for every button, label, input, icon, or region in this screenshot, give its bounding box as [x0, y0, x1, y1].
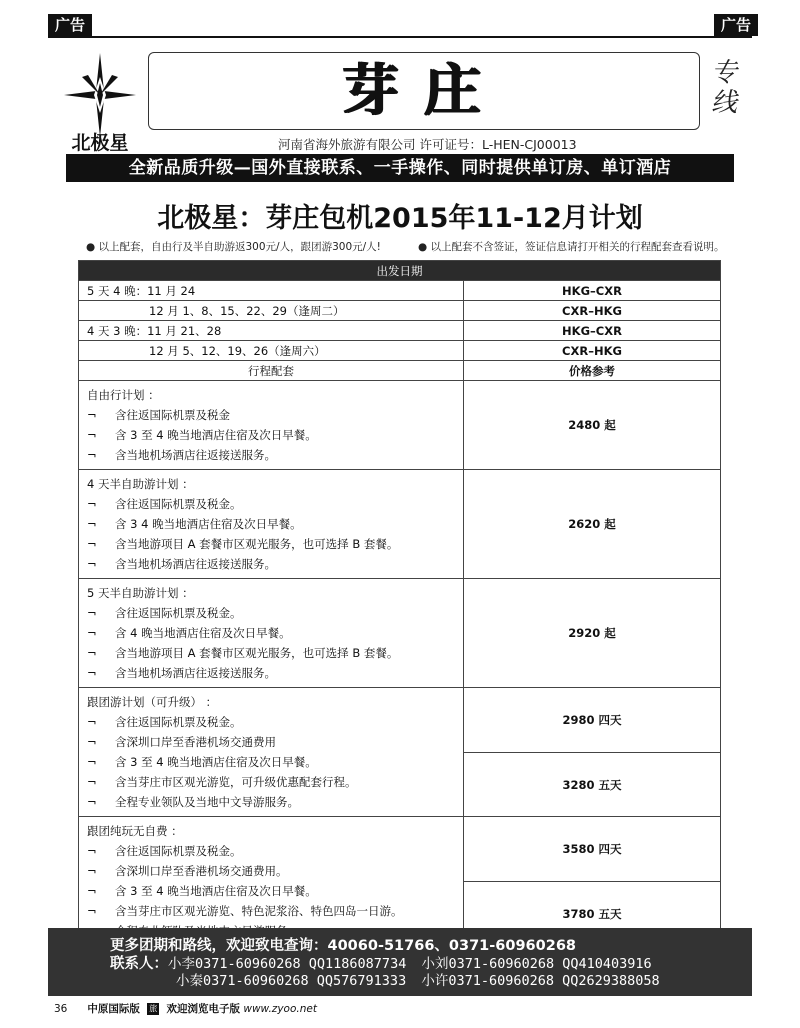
title-box [148, 52, 700, 130]
bullet-icon: ¬ [87, 606, 97, 620]
top-rule [48, 36, 752, 38]
contact-qin: 小秦0371-60960268 QQ576791333 [176, 973, 407, 989]
package-item [87, 663, 455, 683]
date-text: 5 天 4 晚：11 月 24 [79, 281, 464, 301]
page-footer [54, 1001, 317, 1016]
bullet-icon: ¬ [87, 626, 97, 640]
column-header-row [79, 361, 721, 381]
package-item-text: 含 3 至 4 晚当地酒店住宿及次日早餐。 [115, 428, 317, 442]
package-item [87, 445, 455, 465]
ad-tag-right: 广告 [714, 14, 758, 36]
package-item [87, 841, 455, 861]
package-item-text: 含当地游项目 A 套餐市区观光服务，也可选择 B 套餐。 [115, 537, 399, 551]
date-row [79, 341, 721, 361]
package-item-text: 含当地游项目 A 套餐市区观光服务，也可选择 B 套餐。 [115, 646, 399, 660]
package-title: 跟团游计划（可升级） ： [87, 695, 218, 709]
date-row [79, 301, 721, 321]
price-cell: 3780 五天 [464, 882, 721, 946]
package-item-text: 含 3 4 晚当地酒店住宿及次日早餐。 [115, 517, 302, 531]
date-text: 4 天 3 晚：11 月 21、28 [79, 321, 464, 341]
package-item-text: 含 4 晚当地酒店住宿及次日早餐。 [115, 626, 291, 640]
page-number: 36 [54, 1003, 68, 1015]
package-item [87, 405, 455, 425]
package-item-text: 含当地机场酒店往返接送服务。 [115, 448, 276, 462]
contact-li: 小李0371-60960268 QQ1186087734 [168, 956, 407, 972]
package-item [87, 792, 455, 812]
package-item-text: 含深圳口岸至香港机场交通费用。 [115, 864, 288, 878]
package-item [87, 425, 455, 445]
date-text: 12 月 5、12、19、26（逢周六） [79, 341, 464, 361]
route-code: HKG–CXR [464, 321, 721, 341]
package-cell [79, 688, 464, 817]
package-item-text: 含 3 至 4 晚当地酒店住宿及次日早餐。 [115, 755, 317, 769]
package-item [87, 752, 455, 772]
route-code: CXR–HKG [464, 301, 721, 321]
footer-slogan: 欢迎浏览电子版 [166, 1003, 241, 1015]
package-item [87, 534, 455, 554]
price-cell: 3280 五天 [464, 753, 721, 817]
departure-header: 出发日期 [79, 261, 721, 281]
package-row [79, 688, 721, 753]
bullet-icon: ¬ [87, 537, 97, 551]
package-item [87, 732, 455, 752]
package-item-text: 含深圳口岸至香港机场交通费用 [115, 735, 276, 749]
bullet-icon: ¬ [87, 517, 97, 531]
headline: 北极星：芽庄包机2015年11-12月计划 [157, 203, 643, 234]
bullet-icon: ¬ [87, 864, 97, 878]
contact-row-2 [176, 969, 660, 989]
package-item-text: 含往返国际机票及税金。 [115, 606, 242, 620]
price-cell: 3580 四天 [464, 817, 721, 882]
departure-header-row [79, 261, 721, 281]
package-item-text: 含当芽庄市区观光游览、特色泥浆浴、特色四岛一日游。 [115, 904, 403, 918]
package-cell [79, 381, 464, 470]
bullet-icon: ¬ [87, 557, 97, 571]
package-title: 5 天半自助游计划 ： [87, 586, 194, 600]
package-row [79, 579, 721, 688]
package-title: 4 天半自助游计划 ： [87, 477, 194, 491]
bullet-icon: ¬ [87, 904, 97, 918]
bullet-icon: ¬ [87, 428, 97, 442]
package-item-text: 含往返国际机票及税金。 [115, 844, 242, 858]
price-cell: 2620 起 [464, 470, 721, 579]
package-item [87, 712, 455, 732]
route-code: HKG–CXR [464, 281, 721, 301]
bullet-icon: ¬ [87, 497, 97, 511]
price-cell: 2480 起 [464, 381, 721, 470]
package-item [87, 861, 455, 881]
date-row [79, 281, 721, 301]
package-item-text: 含往返国际机票及税金。 [115, 715, 242, 729]
magazine-name: 中原国际版 [87, 1003, 140, 1015]
package-item-text: 含当芽庄市区观光游览，可升级优惠配套行程。 [115, 775, 357, 789]
route-code: CXR–HKG [464, 341, 721, 361]
bullet-icon: ¬ [87, 666, 97, 680]
bullet-icon: ¬ [87, 844, 97, 858]
package-item-text: 含 3 至 4 晚当地酒店住宿及次日早餐。 [115, 884, 317, 898]
package-title: 跟团纯玩无自费 ： [87, 824, 183, 838]
contact-bar [48, 928, 752, 996]
date-text: 12 月 1、8、15、22、29（逢周二） [79, 301, 464, 321]
price-cell: 2980 四天 [464, 688, 721, 753]
bullet-icon: ¬ [87, 646, 97, 660]
package-item-text: 含当地机场酒店往返接送服务。 [115, 666, 276, 680]
schedule-table [78, 260, 721, 946]
note-visa: ● 以上配套不含签证，签证信息请打开相关的行程配套查看说明。 [418, 241, 725, 253]
col-price: 价格参考 [464, 361, 721, 381]
package-row [79, 817, 721, 882]
package-row [79, 381, 721, 470]
footer-url[interactable]: www.zyoo.net [243, 1003, 317, 1015]
ad-tag-left: 广告 [48, 14, 92, 36]
package-row [79, 470, 721, 579]
note-rebate: ● 以上配套，自由行及半自助游返300元/人，跟团游300元/人! [86, 241, 381, 253]
brand-name: 北极星 [71, 132, 129, 154]
magazine-badge-icon: 旅 [149, 1004, 158, 1013]
bullet-icon: ¬ [87, 795, 97, 809]
date-row [79, 321, 721, 341]
contact-hotline: 更多团期和路线，欢迎致电查询：40060-51766、0371-60960268 [110, 938, 576, 954]
bullet-icon: ¬ [87, 448, 97, 462]
contact-label: 联系人： [110, 956, 168, 972]
bullet-icon: ¬ [87, 775, 97, 789]
slogan-banner: 全新品质升级—国外直接联系、一手操作、同时提供单订房、单订酒店 [66, 154, 734, 182]
company-license: 河南省海外旅游有限公司 许可证号：L-HEN-CJ00013 [278, 137, 577, 152]
package-cell [79, 579, 464, 688]
package-item [87, 494, 455, 514]
package-title: 自由行计划 ： [87, 388, 160, 402]
package-item [87, 514, 455, 534]
package-item [87, 881, 455, 901]
package-item-text: 含当地机场酒店往返接送服务。 [115, 557, 276, 571]
package-item [87, 772, 455, 792]
package-item [87, 623, 455, 643]
package-item [87, 901, 455, 921]
package-item [87, 554, 455, 574]
contact-liu: 小刘0371-60960268 QQ410403916 [421, 956, 652, 972]
contact-xu: 小许0371-60960268 QQ2629388058 [421, 973, 660, 989]
package-item [87, 643, 455, 663]
price-cell: 2920 起 [464, 579, 721, 688]
col-package: 行程配套 [79, 361, 464, 381]
route-label: 专线 [710, 58, 737, 118]
bullet-icon: ¬ [87, 408, 97, 422]
bullet-icon: ¬ [87, 715, 97, 729]
package-item [87, 603, 455, 623]
bullet-icon: ¬ [87, 884, 97, 898]
bullet-icon: ¬ [87, 755, 97, 769]
page-title: 芽庄 [342, 58, 506, 124]
package-cell [79, 817, 464, 946]
bullet-icon: ¬ [87, 735, 97, 749]
package-cell [79, 470, 464, 579]
package-item-text: 含往返国际机票及税金 [115, 408, 230, 422]
package-item-text: 全程专业领队及当地中文导游服务。 [115, 795, 299, 809]
package-item-text: 含往返国际机票及税金。 [115, 497, 242, 511]
